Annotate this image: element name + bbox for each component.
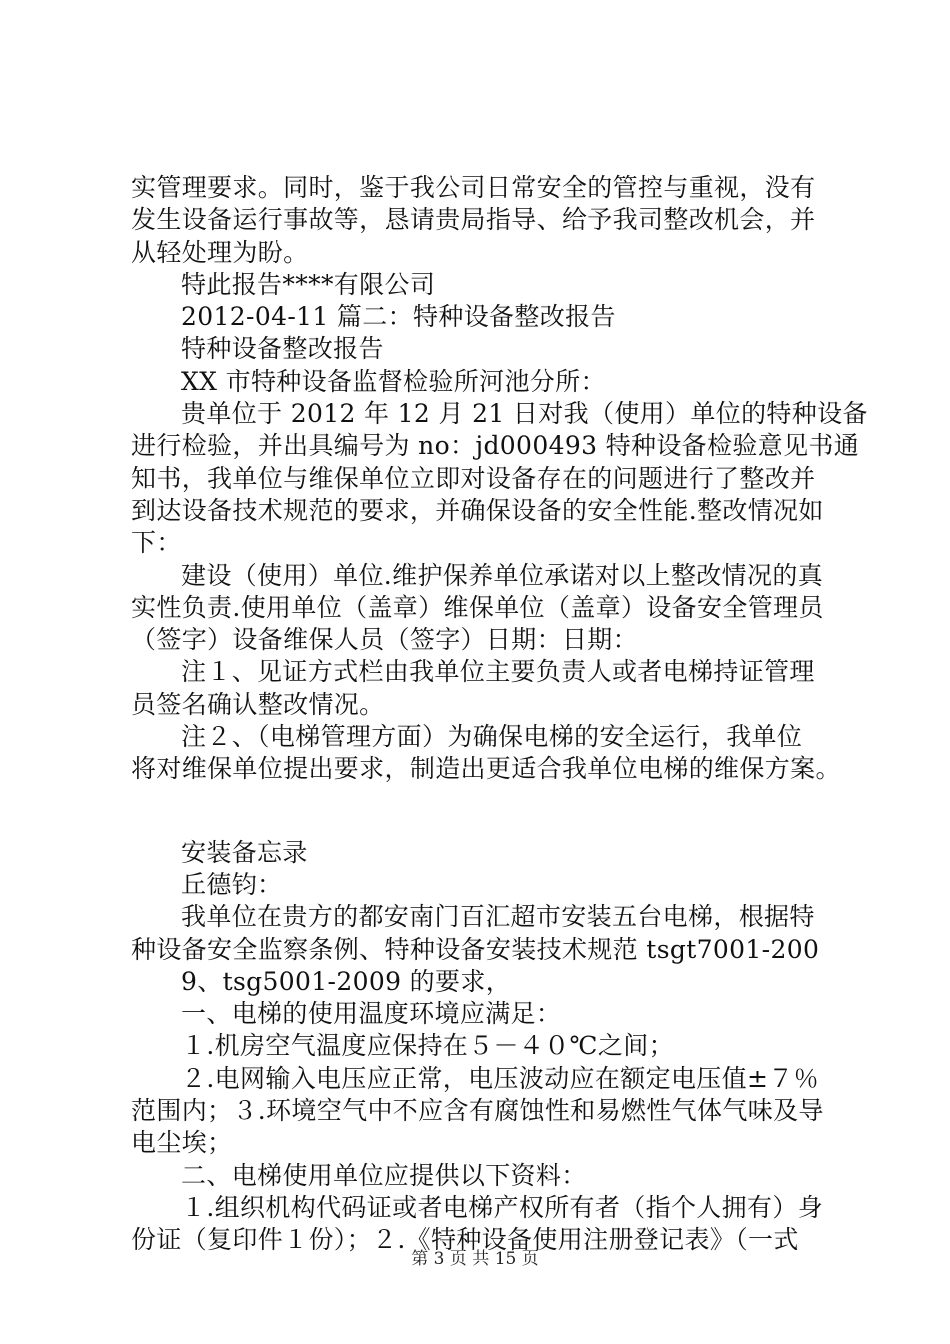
section-title: 特种设备整改报告 [181,334,384,364]
paragraph-line: （签字）设备维保人员（签字）日期：日期： [131,625,639,655]
paragraph-line: 我单位在贵方的都安南门百汇超市安装五台电梯，根据特 [181,902,815,932]
paragraph-line: 贵单位于 2012 年 12 月 21 日对我（使用）单位的特种设备 [181,399,868,429]
paragraph-line: 下： [131,528,182,558]
report-closing: 特此报告****有限公司 [181,269,436,299]
paragraph-line: 到达设备技术规范的要求，并确保设备的安全性能.整改情况如 [131,495,824,525]
list-item: １.机房空气温度应保持在５－４０℃之间； [181,1031,674,1061]
list-item: ２.电网输入电压应正常，电压波动应在额定电压值±７％ [181,1063,819,1093]
paragraph-line: 进行检验，并出具编号为 no：jd000493 特种设备检验意见书通 [131,431,860,461]
page-footer: 第 3 页 共 15 页 [411,1249,539,1269]
addressee: XX 市特种设备监督检验所河池分所： [181,366,606,396]
text-line: 实管理要求。同时，鉴于我公司日常安全的管控与重视，没有 [131,173,816,202]
note-line: 将对维保单位提出要求，制造出更适合我单位电梯的维保方案。 [131,754,841,784]
list-item: 份证（复印件１份）；２.《特种设备使用注册登记表》（一式 [131,1225,799,1255]
paragraph-line: 建设（使用）单位.维护保养单位承诺对以上整改情况的真 [181,560,824,590]
note-line: 注１、见证方式栏由我单位主要负责人或者电梯持证管理 [181,657,815,687]
list-heading: 一、电梯的使用温度环境应满足： [181,999,562,1029]
blank-gap [131,786,831,837]
section-title: 安装备忘录 [181,837,308,867]
document-body [131,172,868,1257]
list-item: 范围内；３.环境空气中不应含有腐蚀性和易燃性气体气味及导 [131,1096,824,1126]
text-line: 从轻处理为盼。 [131,237,309,267]
list-item: 电尘埃； [131,1128,233,1158]
addressee: 丘德钧： [181,869,283,899]
text-line: 发生设备运行事故等，恳请贵局指导、给予我司整改机会，并 [131,205,816,235]
paragraph-line: 实性负责.使用单位（盖章）维保单位（盖章）设备安全管理员 [131,592,824,622]
paragraph-line: 种设备安全监察条例、特种设备安装技术规范 tsgt7001-200 [131,934,820,964]
note-line: 注２、（电梯管理方面）为确保电梯的安全运行，我单位 [181,722,803,752]
paragraph-line: 知书，我单位与维保单位立即对设备存在的问题进行了整改并 [131,463,816,493]
list-item: １.组织机构代码证或者电梯产权所有者（指个人拥有）身 [181,1192,824,1222]
report-date-heading: 2012-04-11 篇二：特种设备整改报告 [181,302,616,332]
note-line: 员签名确认整改情况。 [131,689,385,719]
list-heading: 二、电梯使用单位应提供以下资料： [181,1160,587,1190]
paragraph-line: 9、tsg5001-2009 的要求， [181,966,512,996]
